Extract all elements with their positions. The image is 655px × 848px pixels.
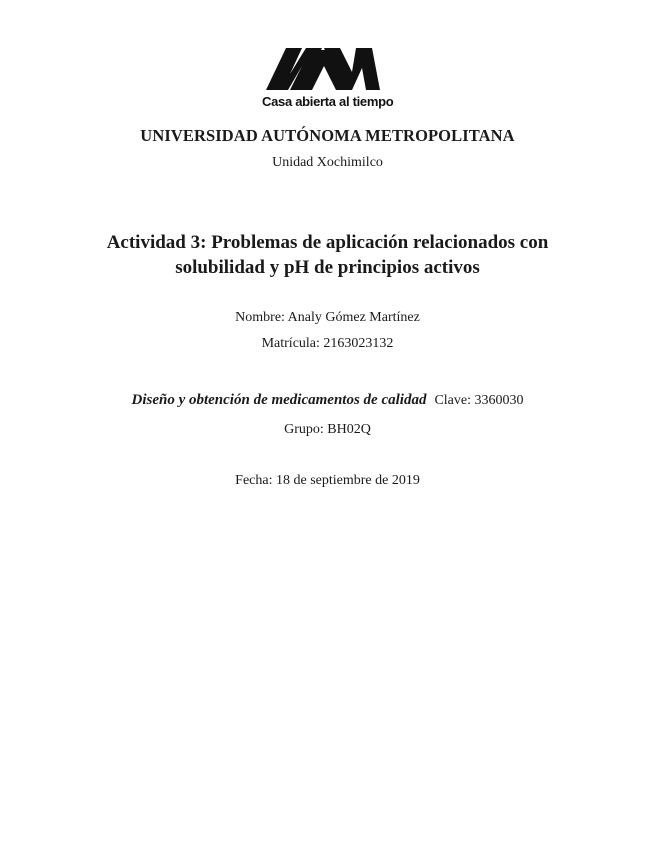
uam-logo	[262, 44, 394, 112]
uam-logo-mark	[262, 44, 384, 92]
document-title	[0, 230, 655, 280]
student-id: Matrícula: 2163023132	[261, 336, 394, 351]
title-line-1: Actividad 3: Problemas de aplicación relacionados con	[106, 232, 549, 253]
unit-name: Unidad Xochimilco	[272, 155, 383, 170]
course-info	[0, 392, 655, 409]
logo-slogan: Casa abierta al tiempo	[262, 94, 394, 109]
student-name: Nombre: Analy Gómez Martínez	[235, 310, 420, 325]
course-clave: Clave: 3360030	[434, 393, 524, 408]
university-name: UNIVERSIDAD AUTÓNOMA METROPOLITANA	[140, 126, 515, 145]
title-line-2: solubilidad y pH de principios activos	[175, 257, 480, 278]
course-name: Diseño y obtención de medicamentos de calidad	[131, 392, 427, 408]
document-date: Fecha: 18 de septiembre de 2019	[235, 473, 420, 488]
course-group: Grupo: BH02Q	[284, 422, 371, 437]
